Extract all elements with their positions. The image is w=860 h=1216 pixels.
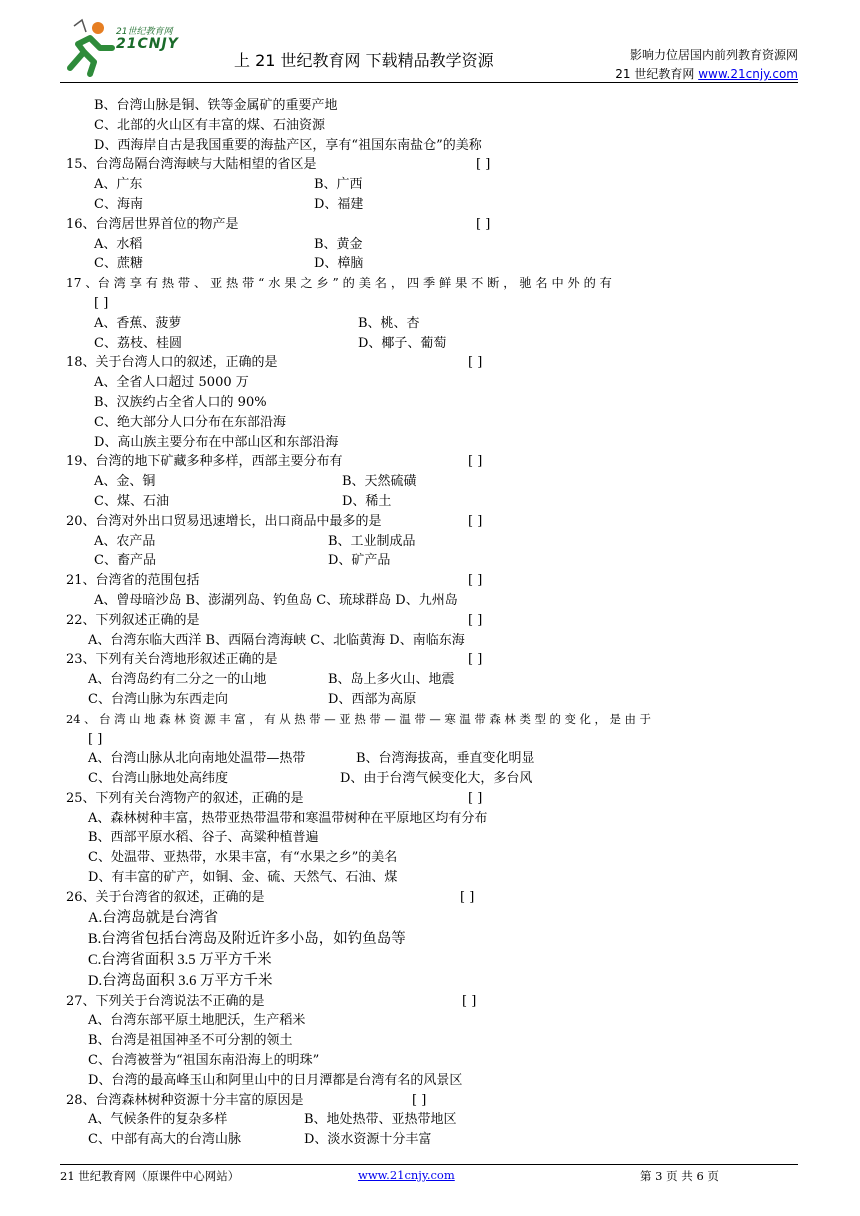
answer-bracket: [ ]	[468, 652, 483, 668]
question-text: 25、下列有关台湾物产的叙述，正确的是	[66, 790, 304, 806]
option: D、稀土	[342, 493, 392, 509]
page-number: 第 3 页 共 6 页	[640, 1169, 719, 1183]
site-logo[interactable]	[60, 18, 190, 80]
option: D、福建	[314, 196, 364, 212]
option-line: A、台湾东部平原土地肥沃，生产稻米	[88, 1013, 306, 1029]
option-line: D、高山族主要分布在中部山区和东部沿海	[94, 434, 339, 450]
option-row	[66, 749, 796, 769]
option: D、樟脑	[314, 256, 364, 272]
question-text: 19、台湾的地下矿藏多种多样，西部主要分布有	[66, 454, 343, 470]
option: A、台湾山脉从北向南地处温带—热带	[88, 751, 306, 767]
answer-bracket: [ ]	[460, 889, 475, 905]
option-line: A、曾母暗沙岛 B、澎湖列岛、钓鱼岛 C、琉球群岛 D、九州岛	[94, 592, 458, 608]
answer-bracket: [ ]	[412, 1092, 427, 1108]
option: A、广东	[94, 177, 143, 193]
option-line: C、处温带、亚热带，水果丰富，有“水果之乡”的美名	[88, 850, 398, 866]
option: C、台湾山脉为东西走向	[88, 691, 228, 707]
option-row	[66, 235, 796, 255]
answer-bracket: [ ]	[468, 513, 483, 529]
header-site-line	[615, 65, 798, 82]
question-text: 16、台湾居世界首位的物产是	[66, 216, 239, 232]
option-line: B、汉族约占全省人口的 90%	[94, 394, 267, 410]
footer-site-name: 21 世纪教育网（原课件中心网站）	[60, 1169, 240, 1183]
answer-bracket: [ ]	[468, 573, 483, 589]
option: B、地处热带、亚热带地区	[304, 1112, 457, 1128]
option-line: C、台湾被誉为“祖国东南沿海上的明珠”	[88, 1053, 320, 1069]
option-line: A、台湾东临大西洋 B、西隔台湾海峡 C、北临黄海 D、南临东海	[88, 632, 465, 648]
question-19	[66, 452, 796, 472]
answer-bracket: [ ]	[94, 295, 109, 311]
option: C、荔枝、桂圆	[94, 335, 182, 351]
question-content	[66, 96, 796, 1150]
question-20	[66, 512, 796, 532]
question-22	[66, 611, 796, 631]
question-24: 24 、 台 湾 山 地 森 林 资 源 丰 富 ， 有 从 热 带 — 亚 热 带 — 温 带 — 寒 温 带 森 林 类 型 的 变 化 ， 是 由 于	[66, 711, 651, 726]
option-row	[66, 670, 796, 690]
option: B、岛上多火山、地震	[328, 672, 455, 688]
option: D、由于台湾气候变化大，多台风	[340, 771, 533, 787]
option-line: A、森林树种丰富，热带亚热带温带和寒温带树种在平原地区均有分布	[88, 810, 488, 826]
option: D、矿产品	[328, 553, 391, 569]
option-line: D、有丰富的矿产，如铜、金、硫、天然气、石油、煤	[88, 870, 398, 886]
question-text: 18、关于台湾人口的叙述，正确的是	[66, 355, 278, 371]
answer-bracket: [ ]	[468, 454, 483, 470]
header-site-link[interactable]: www.21cnjy.com	[698, 67, 798, 81]
footer-link[interactable]: www.21cnjy.com	[358, 1168, 455, 1182]
option-row	[66, 254, 796, 274]
option-row	[66, 195, 796, 215]
option-line: B、台湾山脉是铜、铁等金属矿的重要产地	[94, 98, 338, 113]
option: B、台湾海拔高，垂直变化明显	[356, 751, 535, 767]
option-line: D、西海岸自古是我国重要的海盐产区，享有“祖国东南盐仓”的美称	[94, 137, 482, 153]
option: B、工业制成品	[328, 533, 416, 549]
option-row	[66, 334, 796, 354]
question-21	[66, 571, 796, 591]
question-18	[66, 353, 796, 373]
option: C、蔗糖	[94, 256, 143, 272]
footer-divider	[60, 1164, 798, 1165]
page-header	[60, 18, 798, 84]
header-right	[615, 46, 798, 82]
answer-bracket: [ ]	[88, 731, 103, 747]
option-line: C.台湾省面积 3.5 万平方千米	[88, 951, 272, 968]
question-text: 20、台湾对外出口贸易迅速增长，出口商品中最多的是	[66, 513, 382, 529]
option: B、天然硫磺	[342, 474, 417, 490]
logo-line1: 21世纪教育网	[116, 27, 173, 37]
option-row	[66, 472, 796, 492]
option-line: B、台湾是祖国神圣不可分割的领土	[88, 1033, 293, 1049]
question-27	[66, 992, 796, 1012]
option: D、淡水资源十分丰富	[304, 1132, 432, 1148]
option-line: D、台湾的最高峰玉山和阿里山中的日月潭都是台湾有名的风景区	[88, 1072, 463, 1088]
running-figure-icon	[60, 18, 120, 78]
option: B、广西	[314, 177, 363, 193]
question-28	[66, 1091, 796, 1111]
option: A、香蕉、菠萝	[94, 315, 182, 331]
question-26	[66, 888, 796, 908]
option-row	[66, 314, 796, 334]
question-text: 27、下列关于台湾说法不正确的是	[66, 993, 265, 1009]
option-row	[66, 1110, 796, 1130]
option: D、西部为高原	[328, 691, 417, 707]
option-line: A.台湾岛就是台湾省	[88, 909, 219, 926]
header-slogan: 影响力位居国内前列教育资源网	[629, 48, 798, 62]
question-15	[66, 155, 796, 175]
question-17: 17 、台 湾 享 有 热 带 、 亚 热 带 “ 水 果 之 乡 ” 的 美 名 ， 四 季 鲜 果 不 断 ， 驰 名 中 外 的 有	[66, 276, 612, 291]
question-text: 22、下列叙述正确的是	[66, 612, 200, 628]
question-25	[66, 789, 796, 809]
question-text: 23、下列有关台湾地形叙述正确的是	[66, 652, 278, 668]
answer-bracket: [ ]	[468, 790, 483, 806]
option-line: D.台湾岛面积 3.6 万平方千米	[88, 972, 273, 989]
question-text: 26、关于台湾省的叙述，正确的是	[66, 889, 265, 905]
option: A、金、铜	[94, 474, 156, 490]
option-row	[66, 690, 796, 710]
option: C、中部有高大的台湾山脉	[88, 1132, 241, 1148]
question-16	[66, 215, 796, 235]
option-row	[66, 1130, 796, 1150]
option: C、海南	[94, 196, 143, 212]
option: C、畜产品	[94, 553, 156, 569]
option-row	[66, 551, 796, 571]
question-23	[66, 650, 796, 670]
option-row	[66, 532, 796, 552]
option: C、煤、石油	[94, 493, 169, 509]
header-divider	[60, 82, 798, 83]
option-row	[66, 175, 796, 195]
question-text: 15、台湾岛隔台湾海峡与大陆相望的省区是	[66, 157, 317, 173]
option: A、农产品	[94, 533, 156, 549]
question-text: 28、台湾森林树种资源十分丰富的原因是	[66, 1092, 304, 1108]
option: A、气候条件的复杂多样	[88, 1112, 228, 1128]
option-line: C、绝大部分人口分布在东部沿海	[94, 414, 286, 430]
option-line: B、西部平原水稻、谷子、高粱种植普遍	[88, 830, 319, 846]
site-title: 上 21 世纪教育网 下载精品教学资源	[234, 51, 494, 70]
answer-bracket: [ ]	[476, 157, 491, 173]
option-row	[66, 769, 796, 789]
answer-bracket: [ ]	[468, 612, 483, 628]
logo-line2: 21CNJY	[116, 36, 179, 52]
answer-bracket: [ ]	[476, 216, 491, 232]
option: B、桃、杏	[358, 315, 420, 331]
option-line: B.台湾省包括台湾岛及附近许多小岛，如钓鱼岛等	[88, 930, 406, 947]
option: A、水稻	[94, 236, 143, 252]
question-text: 21、台湾省的范围包括	[66, 573, 200, 589]
header-site-name: 21 世纪教育网	[615, 67, 699, 81]
answer-bracket: [ ]	[462, 993, 477, 1009]
option-line: C、北部的火山区有丰富的煤、石油资源	[94, 117, 325, 133]
option: B、黄金	[314, 236, 363, 252]
option: D、椰子、葡萄	[358, 335, 447, 351]
option-line: A、全省人口超过 5000 万	[94, 375, 249, 391]
option: A、台湾岛约有二分之一的山地	[88, 672, 267, 688]
option: C、台湾山脉地处高纬度	[88, 771, 228, 787]
option-row	[66, 492, 796, 512]
answer-bracket: [ ]	[468, 355, 483, 371]
